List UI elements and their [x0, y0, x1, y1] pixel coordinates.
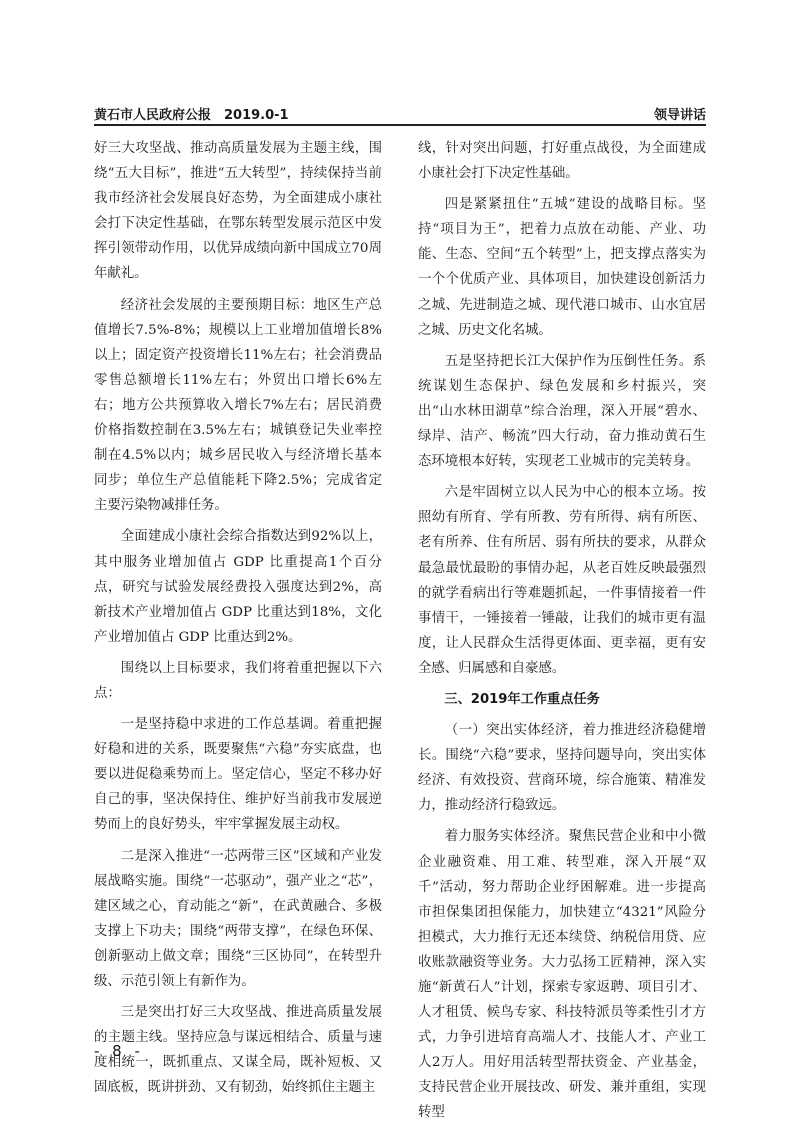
paragraph: 四是紧紧扭住“五城”建设的战略目标。坚持“项目为王”，把着力点放在动能、产业、功能、生态、空间“五个转型”上，把支撑点落实为一个个优质产业、具体项目，加快建设创新活力之城、先进制造之城、现代港口城市、山水宜居之城、历史文化名城。 [418, 197, 706, 338]
paragraph: 三是突出打好三大攻坚战、推进高质量发展的主题主线。坚持应急与谋远相结合、质量与速度相统一，既抓重点、又谋全局，既补短板、又固底板，既讲拼劲、又有韧劲，始终抓住主题主 [94, 1005, 382, 1096]
section-label: 领导讲话 [653, 108, 706, 123]
page-header [94, 104, 706, 124]
paragraph: 六是牢固树立以人民为中心的根本立场。按照幼有所育、学有所教、劳有所得、病有所医、老有所养、住有所居、弱有所扶的要求，从群众最急最忧最盼的事情办起，从老百姓反映最强烈的就学看病出行等难题抓起，一件事情接着一件事情干，一锤接着一锤敲，让我们的城市更有温度，让人民群众生活得更体面、更幸福，更有安全感、归属感和自豪感。 [418, 485, 706, 676]
paragraph: 一是坚持稳中求进的工作总基调。着重把握好稳和进的关系，既要聚焦“六稳”夯实底盘，也要以进促稳乘势而上。坚定信心，坚定不移办好自己的事，坚决保持住、维护好当前我市发展逆势而上的良好势头，牢牢掌握发展主动权。 [94, 717, 382, 833]
header-rule [94, 124, 706, 126]
paragraph: 好三大攻坚战、推动高质量发展为主题主线，围绕“五大目标”，推进“五大转型”，持续保持当前我市经济社会发展良好态势，为全面建成小康社会打下决定性基础，在鄂东转型发展示范区中发挥引领带动作用，以优异成绩向新中国成立70周年献礼。 [94, 141, 382, 282]
paragraph: 线，针对突出问题，打好重点战役，为全面建成小康社会打下决定性基础。 [418, 141, 706, 182]
left-column [94, 136, 382, 1100]
section-heading: 三、2019年工作重点任务 [444, 691, 600, 707]
paragraph: 二是深入推进“一芯两带三区”区域和产业发展战略实施。围绕“一芯驱动”，强产业之“芯”，建区域之心，育动能之“新”，在武黄融合、多极支撑上下功夫；围绕“两带支撑”，在绿色环保、创新驱动上做文章；围绕“三区协同”，在转型升级、示范引领上有新作为。 [94, 848, 382, 989]
paragraph: 五是坚持把长江大保护作为压倒性任务。系统谋划生态保护、绿色发展和乡村振兴，突出“山水林田湖草”综合治理，深入开展“碧水、绿岸、洁产、畅流”四大行动，奋力推动黄石生态环境根本好转，实现老工业城市的完美转身。 [418, 353, 706, 470]
paragraph: 经济社会发展的主要预期目标：地区生产总值增长7.5%-8%；规模以上工业增加值增长8%以上；固定资产投资增长11%左右；社会消费品零售总额增长11%左右；外贸出口增长6%左右；地方公共预算收入增长7%左右；居民消费价格指数控制在3.5%左右；城镇登记失业率控制在4.5%以内；城乡居民收入与经济增长基本同步；单位生产总值能耗下降2.5%；完成省定主要污染物减排任务。 [94, 297, 382, 514]
right-column [418, 136, 706, 1126]
paragraph: 全面建成小康社会综合指数达到92%以上，其中服务业增加值占 GDP 比重提高1个百分点，研究与试验发展经费投入强度达到2%，高新技术产业增加值占 GDP 比重达到18%，文化产业增加值占 GDP 比重达到2%。 [94, 529, 382, 645]
paragraph: 着力服务实体经济。聚焦民营企业和中小微企业融资难、用工难、转型难，深入开展“双千”活动，努力帮助企业纾困解难。进一步提高市担保集团担保能力，加快建立“4321”风险分担模式，大力推行无还本续贷、纳税信用贷、应收账款融资等业务。大力弘扬工匠精神，深入实施“新黄石人”计划，探索专家返聘、项目引才、人才租赁、候鸟专家、科技特派员等柔性引才方式，力争引进培育高端人才、技能人才、产业工人2万人。用好用活转型帮扶资金、产业基金，支持民营企业开展技改、研发、兼并重组，实现转型 [418, 829, 706, 1121]
paragraph: 围绕以上目标要求，我们将着重把握以下六点： [94, 660, 382, 701]
publication-title: 黄石市人民政府公报 2019.0-1 [94, 108, 289, 123]
page-number: - 8 - [94, 1042, 144, 1060]
paragraph: （一）突出实体经济，着力推进经济稳健增长。围绕“六稳”要求，坚持问题导向，突出实体经济、有效投资、营商环境，综合施策、精准发力，推动经济行稳致远。 [418, 723, 706, 814]
